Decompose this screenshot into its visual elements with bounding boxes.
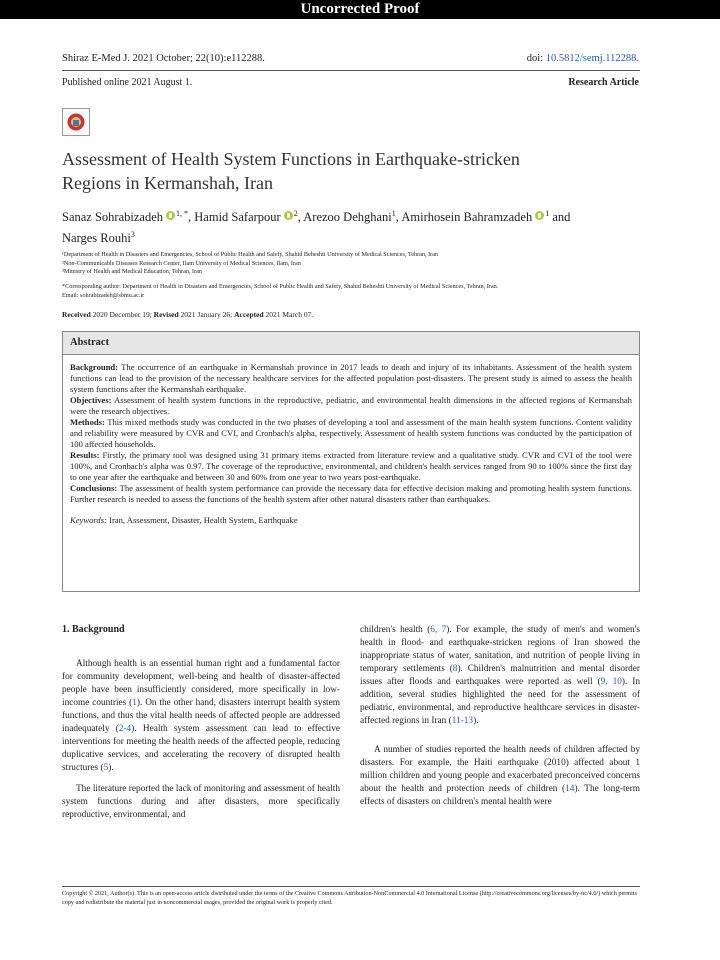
header-divider [62,70,640,71]
body-column-left [62,623,340,822]
citation-link[interactable]: 9, 10 [600,677,622,687]
paragraph-text: ). Health system assessment can lead to effective interventions for meeting the health needs of the affected people, reducing duplicative services, and accelerating the recovery of disrupted health structures ( [62,724,340,773]
article-type: Research Article [568,77,639,88]
paragraph-text: ). For example, the study of men's and women's health in flood- and earthquake-stricken regions of Iran showed the inappropriate status of water, sanitation, and nutrition of people living in temporary settlements ( [360,625,640,674]
abstract-methods [70,417,632,450]
paragraph-text: ). [108,763,114,773]
author-name: Hamid Safarpour [194,210,281,225]
citation-link[interactable]: 8 [452,664,458,674]
abstract-box [62,331,640,592]
body-column-right [360,624,640,809]
abstract-text: Assessment of health system functions in the reproductive, pediatric, and environmental health dimensions in the affected regions of Kermanshah were the research objectives. [70,395,632,416]
body-paragraph: The literature reported the lack of monitoring and assessment of health system functions during and after disasters, more specifically reproductive, environmental, and [62,784,340,820]
article-title [62,147,642,195]
author-name: Amirhosein Bahramzadeh [401,210,533,225]
author-conjunction: and [552,210,571,225]
paragraph-text: Although health is an essential human right and a fundamental factor for community development, well-being and health of disaster-affected people have been insufficiently considered, more specifically in low-income countries ( [62,659,340,708]
paragraph-text: ). [473,716,479,726]
section-heading: 1. Background [62,624,125,635]
citation-link[interactable]: 2-4 [118,724,132,734]
body-paragraph [360,744,640,809]
author-name: Narges Rouhi [62,231,131,246]
affiliation-line: ¹Department of Health in Disasters and Emergencies, School of Public Health and Safety, Shahid Beheshti University of Medical Sciences, Tehran, Iran [62,251,439,258]
abstract-label: Background: [70,362,119,372]
abstract-text: Firstly, the primary tool was designed using 31 primary items extracted from literature review and a qualitative study. CVR and CVI of the tool were 100%, and Cronbach's alpha was 0.97. The coverage of the reproductive, environmental, and children's health services ranged from 90 to 100% since the first day to one year after the earthquake and between 30 and 60% from one year to two years post-earthquake. [70,450,632,482]
doi-prefix: doi: [526,53,544,64]
affiliations [62,251,652,277]
corresponding-author [62,283,652,300]
author-affiliation-mark: 1 [391,209,396,218]
doi-link[interactable]: 10.5812/semj.112288. [545,53,639,64]
abstract-background [70,362,632,395]
paragraph-text: ). The long-term effects of disasters on children's mental health were [360,784,641,807]
author-name: Sanaz Sohrabizadeh [62,210,164,225]
corresponding-email: Email: sohrabizadeh@sbmu.ac.ir [62,291,145,299]
author-affiliation-mark: 2 [293,209,298,218]
published-date: Published online 2021 August 1. [62,77,193,88]
received-label: Received [62,310,91,319]
title-line-2: Regions in Kermanshah, Iran [62,173,273,193]
citation-link[interactable]: 11-13 [451,716,474,726]
author-affiliation-mark: 1, * [176,209,189,218]
abstract-label: Objectives: [70,395,112,405]
abstract-results [70,450,632,483]
abstract-objectives [70,395,632,417]
abstract-heading: Abstract [63,332,639,355]
proof-banner: Uncorrected Proof [0,0,720,19]
citation-link[interactable]: 14 [565,784,575,794]
citation-link[interactable]: 6, 7 [430,625,447,635]
corresponding-address: *Corresponding author: Department of Health in Disasters and Emergencies, School of Public Health and Safety, Shahid Beheshti University of Medical Sciences, Tehran, Iran. [62,283,499,290]
footer-divider [62,886,640,887]
journal-citation: Shiraz E-Med J. 2021 October; 22(10):e112288. [62,53,265,64]
accepted-date: 2021 March 07. [265,310,314,319]
body-paragraph [62,658,340,775]
journal-logo-icon [62,108,90,136]
author-list: Sanaz Sohrabizadeh $^{1, *}$, Hamid Safarpour $^2$, Arezoo Dehghani$^1$, Amirhosein Bahramzadeh $^1$ and Narges Rouhi$^3$ [62,209,571,246]
body-paragraph [360,624,640,728]
affiliation-line: ²Non-Communicable Diseases Research Center, Ilam University of Medical Sciences, Ilam, Iran [62,259,301,267]
article-dates [62,310,313,319]
abstract-conclusions [70,483,632,505]
paragraph-text: children's health ( [360,625,431,635]
accepted-label: Accepted [234,310,264,319]
received-date: 2020 December 19; [92,310,152,319]
paragraph-text: A number of studies reported the health needs of children affected by disasters. For example, the Haiti earthquake (2010) affected about 1 million children and young people and exacerbated preconceived concerns about the health and protection needs of children ( [360,745,640,794]
orcid-icon[interactable] [535,211,544,220]
title-line-1: Assessment of Health System Functions in Earthquake-stricken [62,149,520,169]
author-name: Arezoo Dehghani [303,210,392,225]
author-affiliation-mark: 3 [130,230,135,240]
abstract-text: This mixed methods study was conducted in the two phases of developing a tool and assessment of the main health system functions. Content validity and reliability were measured by CVR and CVI, and Cronbach's alpha, respectively. Assessment of health system functions was conducted by the participation of 100 affected households. [70,417,632,449]
paragraph-text: ). Children's malnutrition and mental disorder issues after floods and earthquakes were reported as well ( [360,664,640,687]
abstract-label: Results: [70,450,100,460]
revised-date: 2021 January 26; [180,310,233,319]
affiliation-line: ³Ministry of Health and Medical Education, Tehran, Iran [62,268,202,275]
abstract-text: The assessment of health system performance can provide the necessary data for effective decision making and promoting health system functions. Further research is needed to assess the functions of the health system after other natural disasters rather than earthquakes. [70,483,632,504]
citation-link[interactable]: 5 [103,763,109,773]
paragraph-text: ). On the other hand, disasters interrupt health system functions, and thus the vital health needs of affected people are addressed inadequately ( [62,698,340,734]
revised-label: Revised [153,310,179,319]
abstract-body [63,355,639,526]
orcid-icon[interactable] [284,211,293,220]
keywords [70,515,632,526]
doi [527,53,639,64]
abstract-label: Conclusions: [70,483,118,493]
orcid-icon[interactable] [166,211,175,220]
citation-link[interactable]: 1 [132,698,137,708]
abstract-text: The occurrence of an earthquake in Kermanshah province in 2017 leads to death and injury of its inhabitants. Assessment of the health system functions can lead to the provision of the necessary healthcare services for the affected population post-disasters. The present study is aimed to assess the health system functions after the Kermanshah earthquake. [70,362,632,394]
keywords-list: Iran, Assessment, Disaster, Health System, Earthquake [109,515,298,525]
author-affiliation-mark: 1 [545,209,550,218]
abstract-label: Methods: [70,417,105,427]
keywords-label: Keywords: [70,515,107,525]
copyright-notice: Copyright © 2021, Author(s). This is an open-access article distributed under the terms of the Creative Commons Attribution-NonCommercial 4.0 International License (http://creativecommons.org/licenses/by-nc/4.0/) which permits copy and redistribute the material just in noncommercial usages, provided the original work is properly cited. [62,890,637,906]
paragraph-text: ). In addition, several studies highlighted the need for the assessment of pediatric, environmental, and reproductive healthcare services in disaster-affected regions in Iran ( [360,677,640,726]
